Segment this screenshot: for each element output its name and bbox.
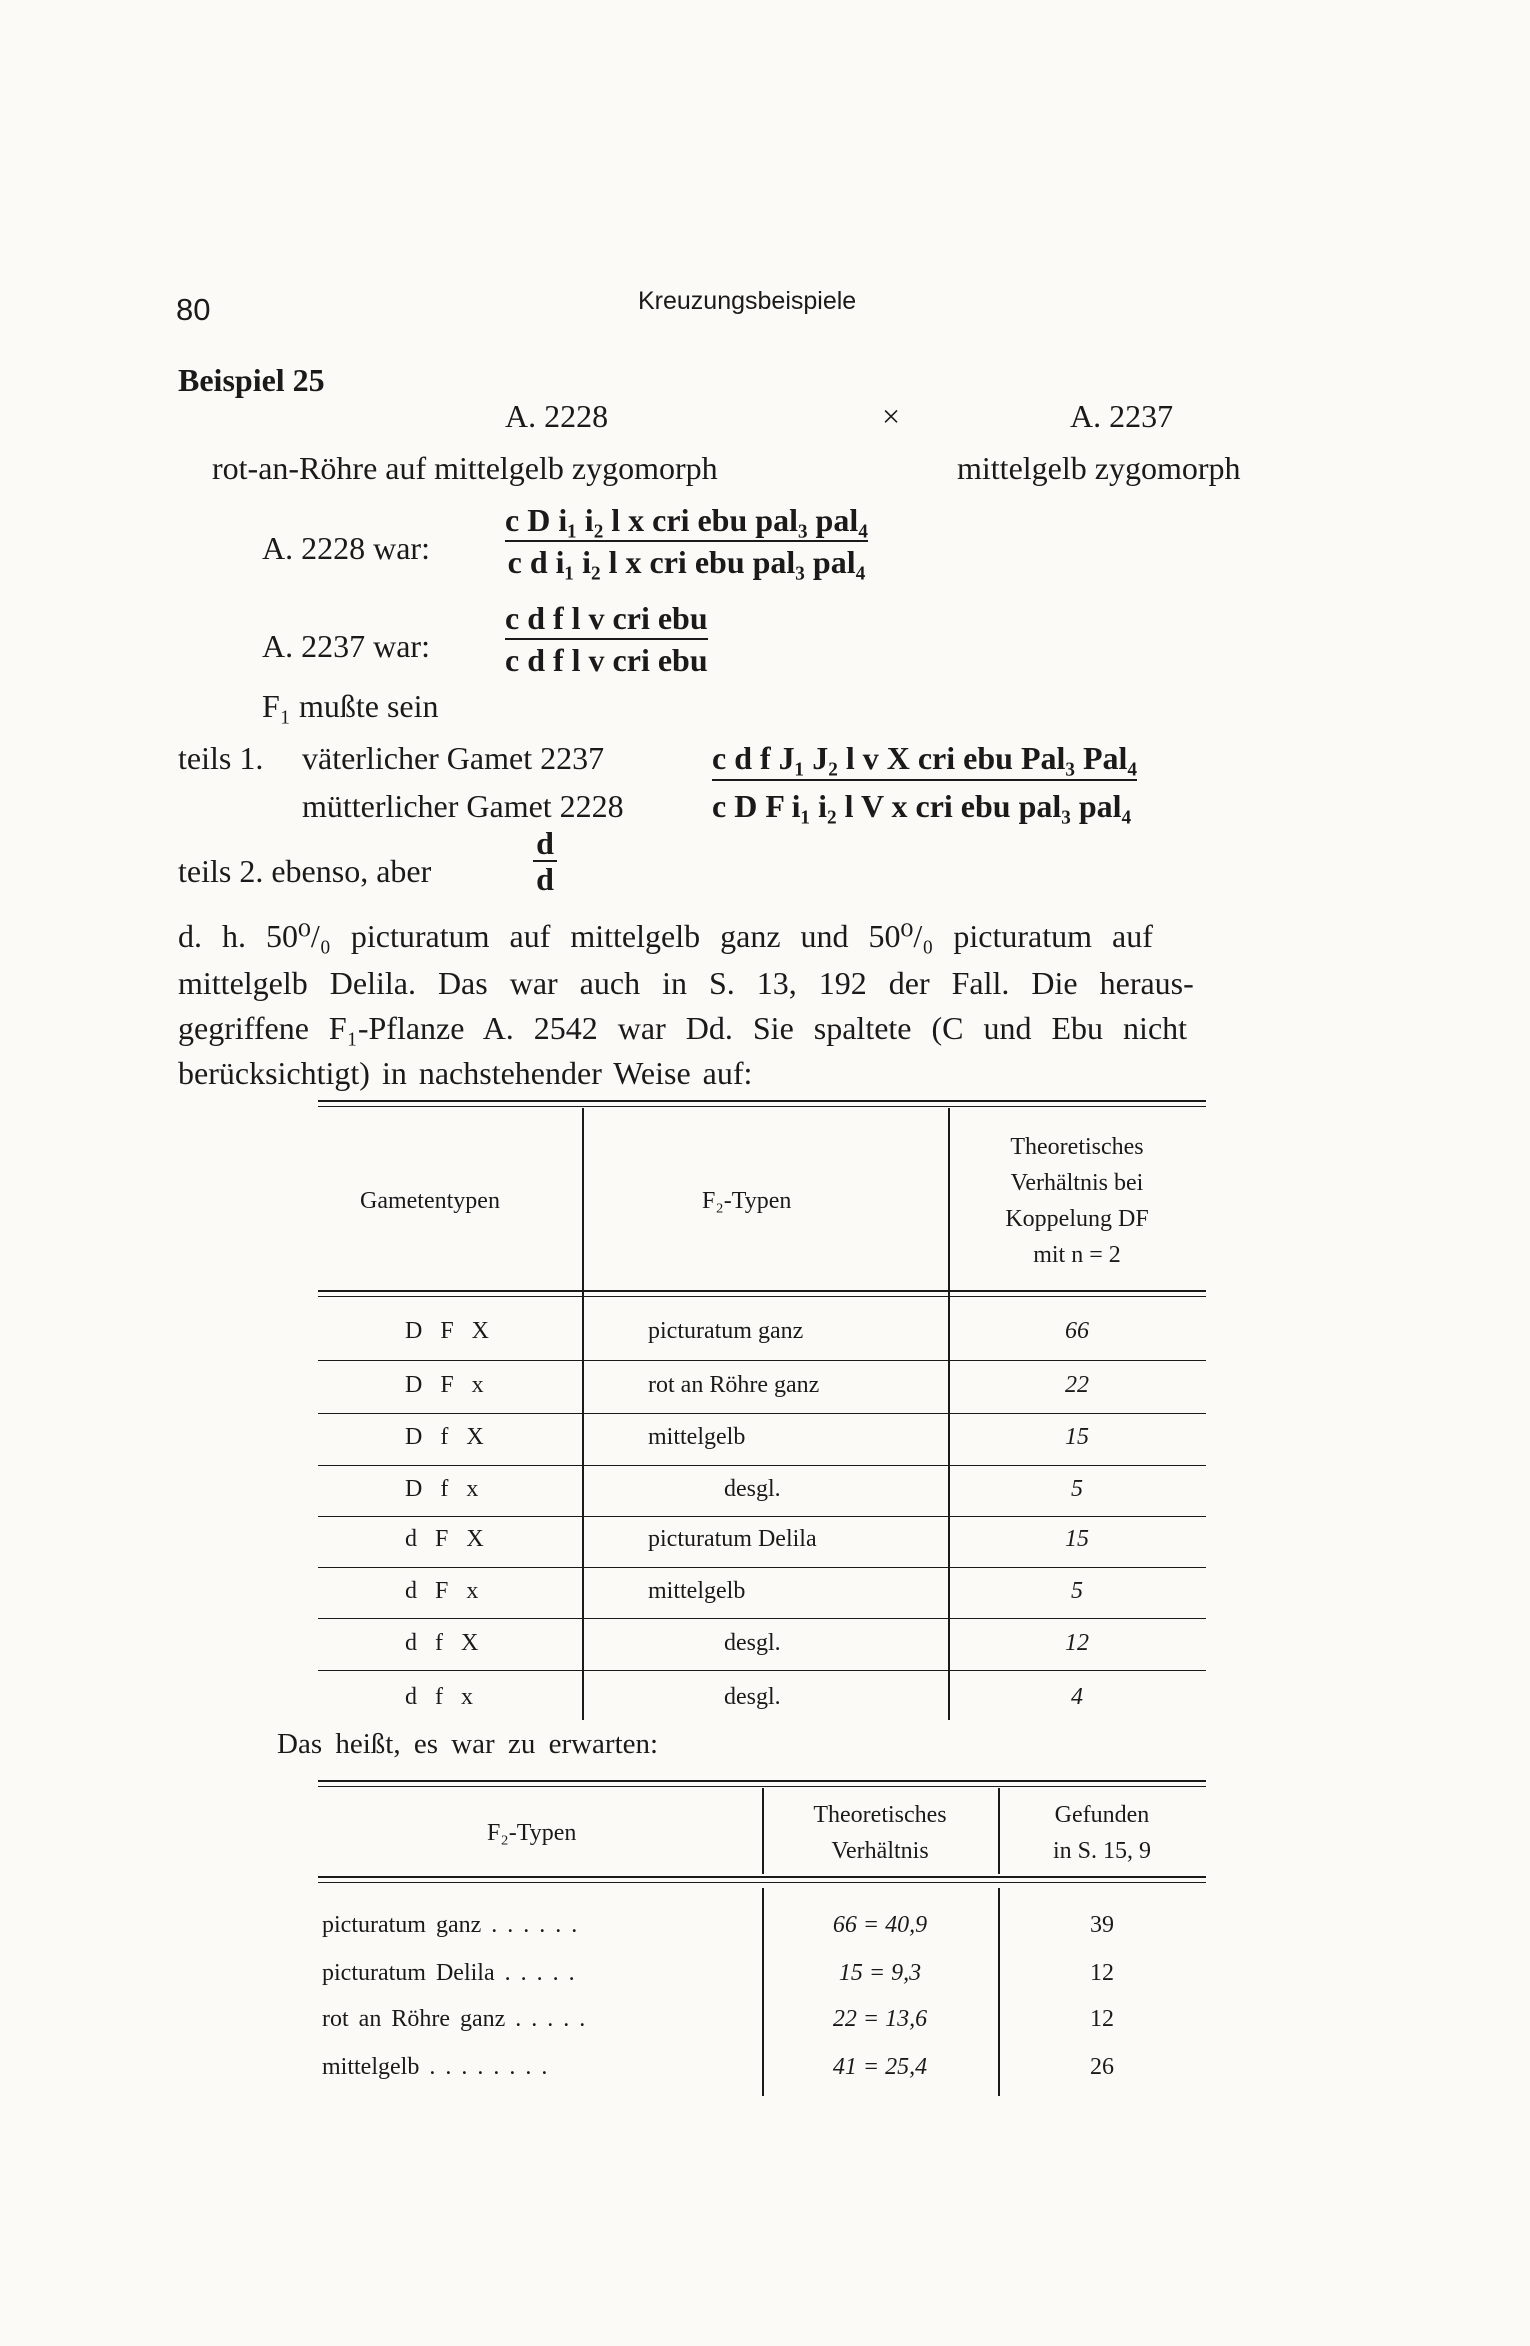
table2-header-theo-1: Theoretisches xyxy=(813,1802,947,1828)
paternal-label: väterlicher Gamet 2237 xyxy=(302,740,605,776)
theo-cell: 15 = 9,3 xyxy=(838,1960,922,1986)
parent-b-id: A. 2237 xyxy=(1070,398,1174,434)
formula-a-top: c D i₁ i₂ l x cri ebu pal₃ pal₄ xyxy=(505,500,868,542)
type-cell: desgl. xyxy=(724,1630,781,1656)
parent-b-phenotype: mittelgelb zygomorph xyxy=(957,450,1241,486)
table2-header-found-2: in S. 15, 9 xyxy=(1052,1838,1151,1864)
maternal-label: mütterlicher Gamet 2228 xyxy=(302,788,624,824)
teils2-label: teils 2. ebenso, aber xyxy=(178,853,432,889)
type-cell: mittelgelb xyxy=(648,1424,746,1450)
table1-header-f2types: F₂-Typen xyxy=(702,1188,792,1214)
teils2-fraction xyxy=(533,826,557,896)
gamete-cell: d f x xyxy=(405,1684,479,1710)
paternal-formula: c d f J₁ J₂ l v X cri ebu Pal₃ Pal₄ xyxy=(712,740,1137,781)
paragraph-line-4: berücksichtigt) in nachstehender Weise auf: xyxy=(178,1055,753,1091)
type-cell: desgl. xyxy=(724,1684,781,1710)
found-cell: 26 xyxy=(1090,2054,1114,2080)
gamete-cell: d F x xyxy=(405,1578,485,1604)
parent-a-id: A. 2228 xyxy=(505,398,609,434)
paragraph-line-1: d. h. 50⁰/₀ picturatum auf mittelgelb ganz und 50⁰/₀ picturatum auf xyxy=(178,918,1153,954)
table2-header-theo-2: Verhältnis xyxy=(831,1838,929,1864)
table2-header-types: F₂-Typen xyxy=(487,1820,577,1846)
ratio-cell: 12 xyxy=(1065,1630,1089,1656)
type-cell: desgl. xyxy=(724,1476,781,1502)
table1-header-theo-3: Koppelung DF xyxy=(1005,1206,1149,1232)
f2-type-cell: picturatum Delila . . . . . xyxy=(322,1960,575,1986)
formula-b-label: A. 2237 war: xyxy=(262,628,430,664)
paragraph-line-2: mittelgelb Delila. Das war auch in S. 13, 192 der Fall. Die heraus- xyxy=(178,965,1194,1001)
gamete-cell: d F X xyxy=(405,1526,490,1552)
gamete-cell: D f x xyxy=(405,1476,485,1502)
theo-cell: 41 = 25,4 xyxy=(832,2054,928,2080)
gamete-cell: D F x xyxy=(405,1372,490,1398)
f2-type-cell: picturatum ganz . . . . . . xyxy=(322,1912,578,1938)
type-cell: picturatum Delila xyxy=(648,1526,817,1552)
ratio-cell: 66 xyxy=(1065,1318,1089,1344)
formula-b-fraction xyxy=(505,598,708,680)
teils2-fraction-bottom: d xyxy=(536,861,554,897)
formula-b-bottom: c d f l v cri ebu xyxy=(505,642,708,678)
table1-header-theo-1: Theoretisches xyxy=(1010,1134,1144,1160)
table1-header-theo-4: mit n = 2 xyxy=(1033,1242,1121,1268)
ratio-cell: 5 xyxy=(1071,1476,1083,1502)
found-cell: 12 xyxy=(1090,1960,1114,1986)
type-cell: picturatum ganz xyxy=(648,1318,804,1344)
running-title: Kreuzungsbeispiele xyxy=(638,287,857,315)
teils1-label: teils 1. xyxy=(178,740,264,776)
formula-a-bottom: c d i₁ i₂ l x cri ebu pal₃ pal₄ xyxy=(507,544,866,580)
f2-type-cell: rot an Röhre ganz . . . . . xyxy=(322,2006,586,2032)
ratio-cell: 15 xyxy=(1065,1526,1089,1552)
ratio-cell: 5 xyxy=(1071,1578,1083,1604)
table2-header-found-1: Gefunden xyxy=(1054,1802,1150,1828)
found-cell: 12 xyxy=(1090,2006,1114,2032)
transition-text: Das heißt, es war zu erwarten: xyxy=(277,1728,659,1760)
f1-line: F₁ mußte sein xyxy=(262,688,439,724)
gamete-cell: D F X xyxy=(405,1318,496,1344)
page-number: 80 xyxy=(176,292,211,327)
f2-type-cell: mittelgelb . . . . . . . . xyxy=(322,2054,548,2080)
ratio-cell: 22 xyxy=(1065,1372,1089,1398)
theo-cell: 22 = 13,6 xyxy=(832,2006,928,2032)
example-heading: Beispiel 25 xyxy=(178,362,325,398)
ratio-cell: 15 xyxy=(1065,1424,1089,1450)
formula-b-top: c d f l v cri ebu xyxy=(505,598,708,640)
gamete-cell: D f X xyxy=(405,1424,490,1450)
found-cell: 39 xyxy=(1090,1912,1114,1938)
ratio-cell: 4 xyxy=(1071,1684,1083,1710)
gamete-cell: d f X xyxy=(405,1630,485,1656)
cross-symbol: × xyxy=(882,398,901,434)
table1-header-gametes: Gametentypen xyxy=(360,1188,500,1214)
paragraph-line-3: gegriffene F₁-Pflanze A. 2542 war Dd. Sie spaltete (C und Ebu nicht xyxy=(178,1010,1188,1046)
formula-a-fraction xyxy=(505,500,868,582)
formula-a-label: A. 2228 war: xyxy=(262,530,430,566)
table1-header-theo-2: Verhältnis bei xyxy=(1010,1170,1144,1196)
teils2-fraction-top: d xyxy=(533,826,557,862)
type-cell: mittelgelb xyxy=(648,1578,746,1604)
theo-cell: 66 = 40,9 xyxy=(832,1912,928,1938)
maternal-formula: c D F i₁ i₂ l V x cri ebu pal₃ pal₄ xyxy=(712,788,1132,824)
parent-a-phenotype: rot-an-Röhre auf mittelgelb zygomorph xyxy=(212,450,718,486)
type-cell: rot an Röhre ganz xyxy=(648,1372,820,1398)
